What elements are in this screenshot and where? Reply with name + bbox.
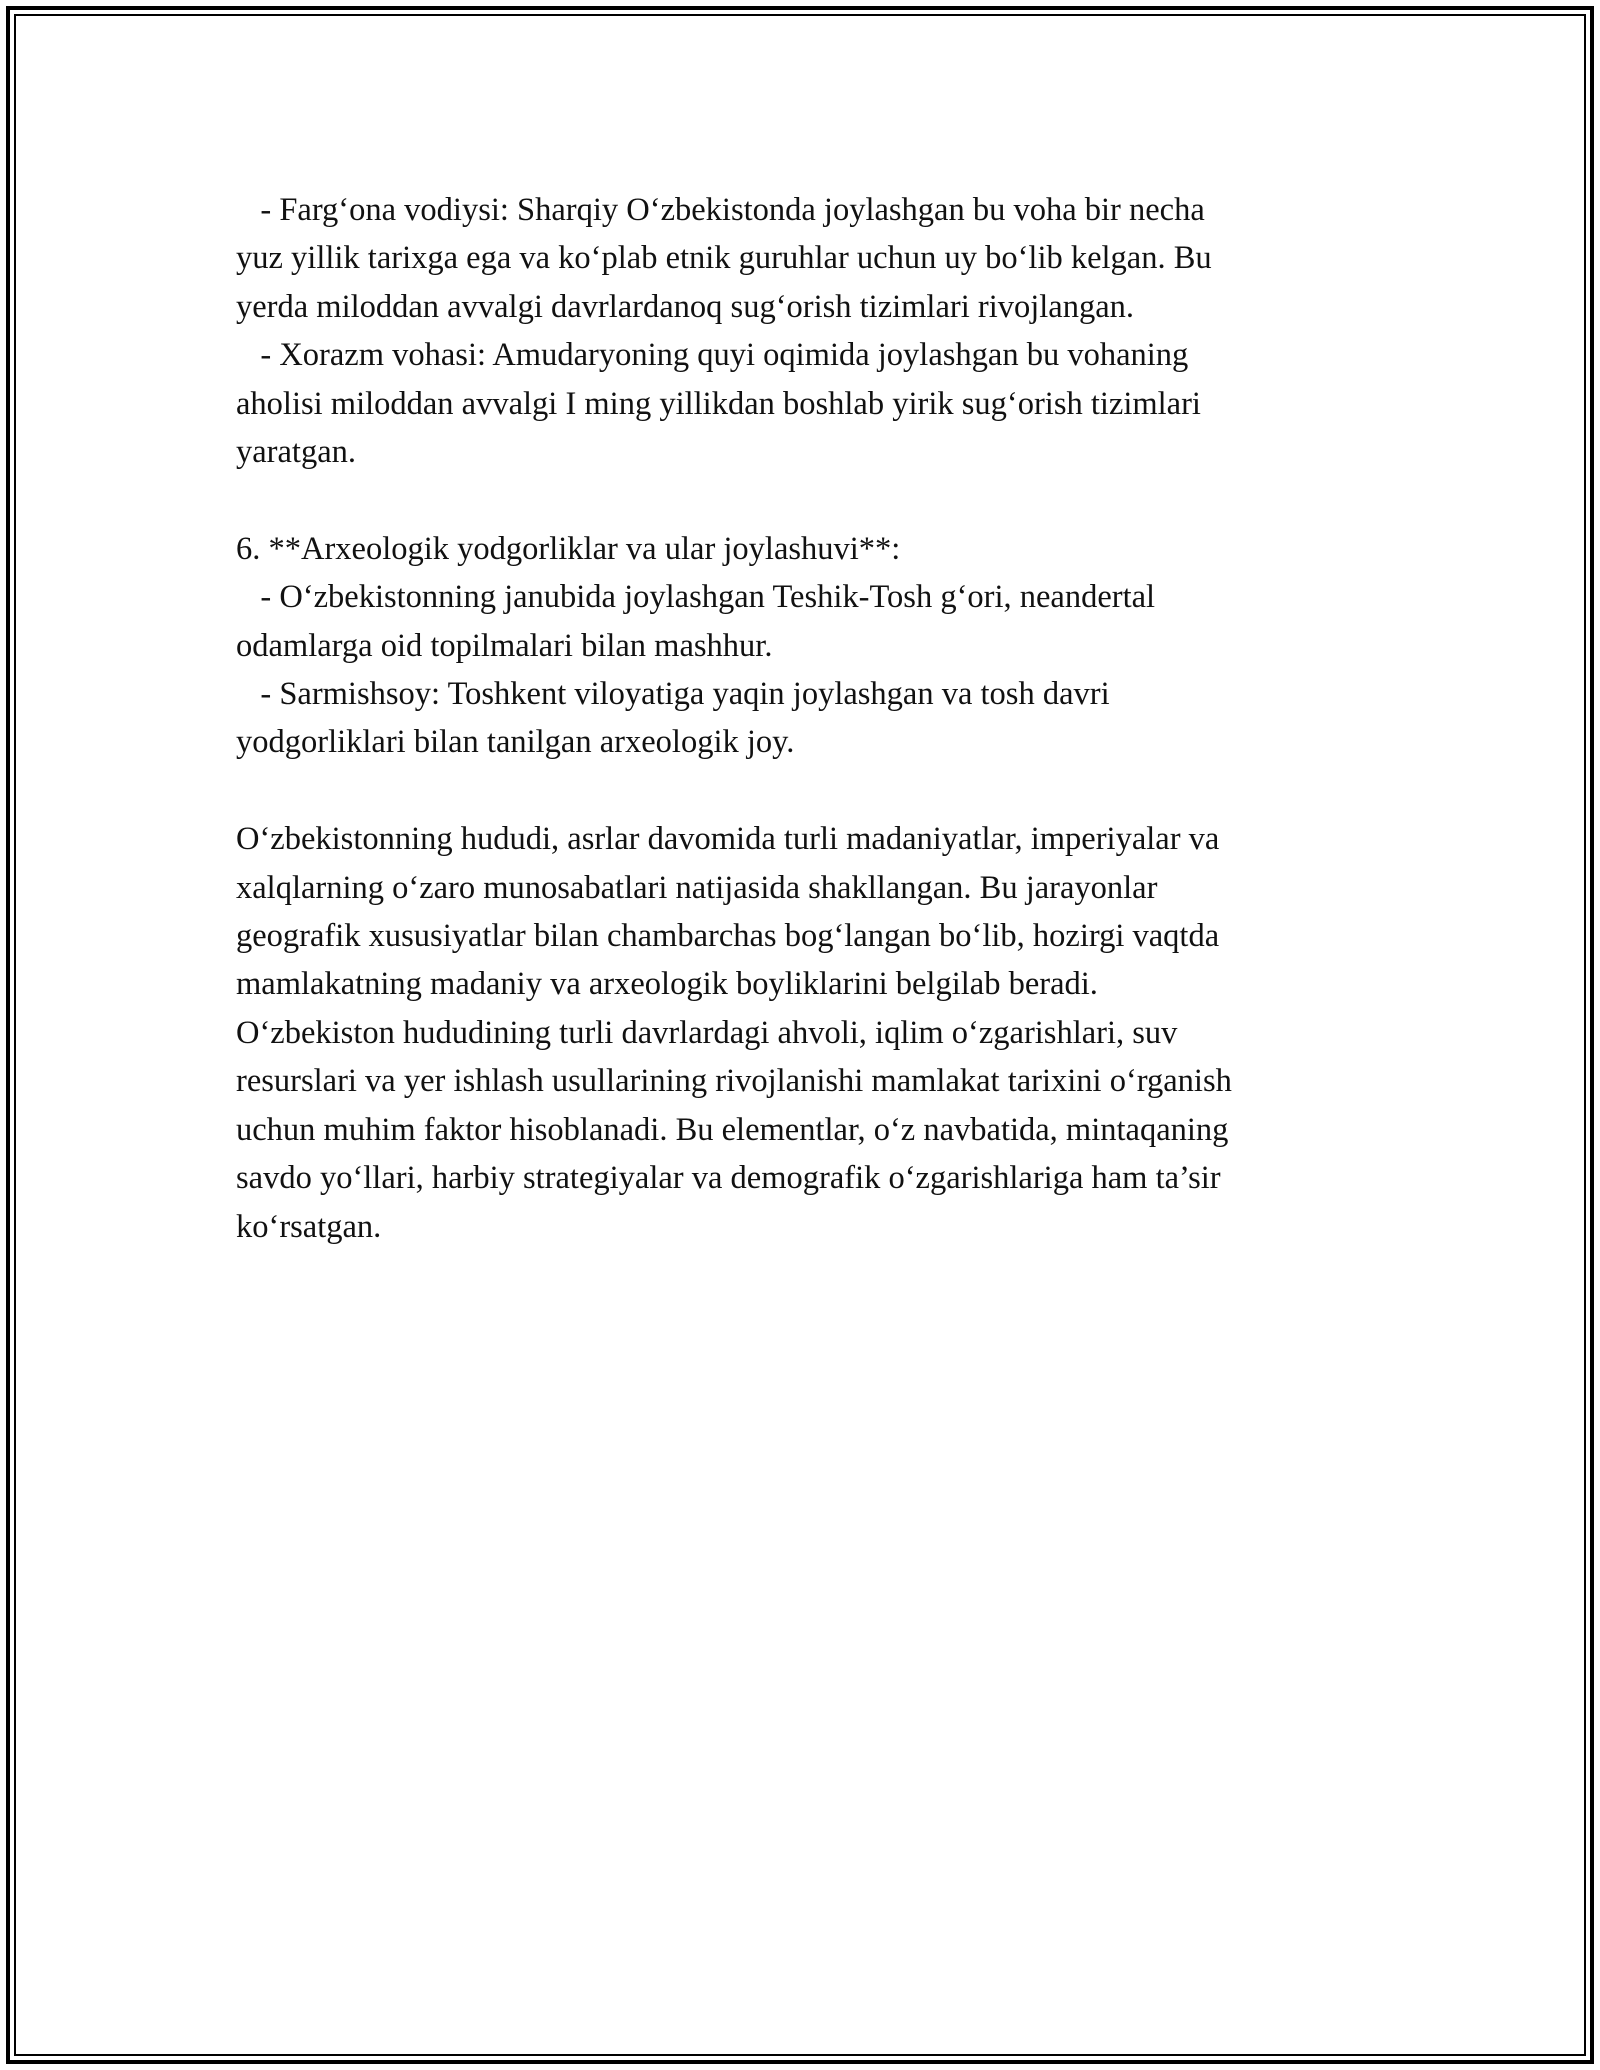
regions-list bbox=[236, 186, 1386, 476]
conclusion-line: O‘zbekistonning hududi, asrlar davomida turli madaniyatlar, imperiyalar va bbox=[236, 821, 1220, 858]
paragraph-spacer bbox=[236, 476, 1386, 524]
bullet-teshik-tosh-line-2: odamlarga oid topilmalari bilan mashhur. bbox=[236, 627, 773, 664]
archaeology-section bbox=[236, 525, 1386, 767]
paragraph-spacer bbox=[236, 767, 1386, 815]
conclusion-line: savdo yo‘llari, harbiy strategiyalar va demografik o‘zgarishlariga ham ta’sir bbox=[236, 1160, 1221, 1197]
bullet-fergana-line-3: yerda miloddan avvalgi davrlardanoq sug‘orish tizimlari rivojlangan. bbox=[236, 288, 1135, 325]
bullet-teshik-tosh-line-1: - O‘zbekistonning janubida joylashgan Teshik-Tosh g‘ori, neandertal bbox=[236, 579, 1156, 616]
bullet-khorezm-line-1: - Xorazm vohasi: Amudaryoning quyi oqimida joylashgan bu vohaning bbox=[236, 337, 1189, 374]
conclusion-line: ko‘rsatgan. bbox=[236, 1208, 382, 1245]
bullet-fergana-line-1: - Farg‘ona vodiysi: Sharqiy O‘zbekistonda joylashgan bu voha bir necha bbox=[236, 192, 1205, 228]
bullet-sarmishsoy-line-2: yodgorliklari bilan tanilgan arxeologik joy. bbox=[236, 724, 795, 761]
conclusion-line: O‘zbekiston hududining turli davrlardagi ahvoli, iqlim o‘zgarishlari, suv bbox=[236, 1014, 1178, 1051]
bullet-khorezm-line-2: aholisi miloddan avvalgi I ming yillikdan boshlab yirik sug‘orish tizimlari bbox=[236, 385, 1201, 422]
conclusion-line: uchun muhim faktor hisoblanadi. Bu elementlar, o‘z navbatida, mintaqaning bbox=[236, 1111, 1229, 1148]
conclusion-line: geografik xususiyatlar bilan chambarchas bog‘langan bo‘lib, hozirgi vaqtda bbox=[236, 918, 1220, 955]
conclusion-line: xalqlarning o‘zaro munosabatlari natijasida shakllangan. Bu jarayonlar bbox=[236, 869, 1158, 906]
bullet-sarmishsoy-line-1: - Sarmishsoy: Toshkent viloyatiga yaqin joylashgan va tosh davri bbox=[236, 676, 1110, 713]
bullet-fergana-line-2: yuz yillik tarixga ega va ko‘plab etnik guruhlar uchun uy bo‘lib kelgan. Bu bbox=[236, 240, 1212, 277]
conclusion-line: resurslari va yer ishlash usullarining rivojlanishi mamlakat tarixini o‘rganish bbox=[236, 1063, 1232, 1100]
conclusion-line: mamlakatning madaniy va arxeologik boyliklarini belgilab beradi. bbox=[236, 966, 1098, 1003]
conclusion-paragraph bbox=[236, 815, 1386, 1251]
document-body bbox=[236, 186, 1386, 1251]
section-heading: 6. **Arxeologik yodgorliklar va ular joylashuvi**: bbox=[236, 530, 901, 567]
bullet-khorezm-line-3: yaratgan. bbox=[236, 434, 357, 471]
